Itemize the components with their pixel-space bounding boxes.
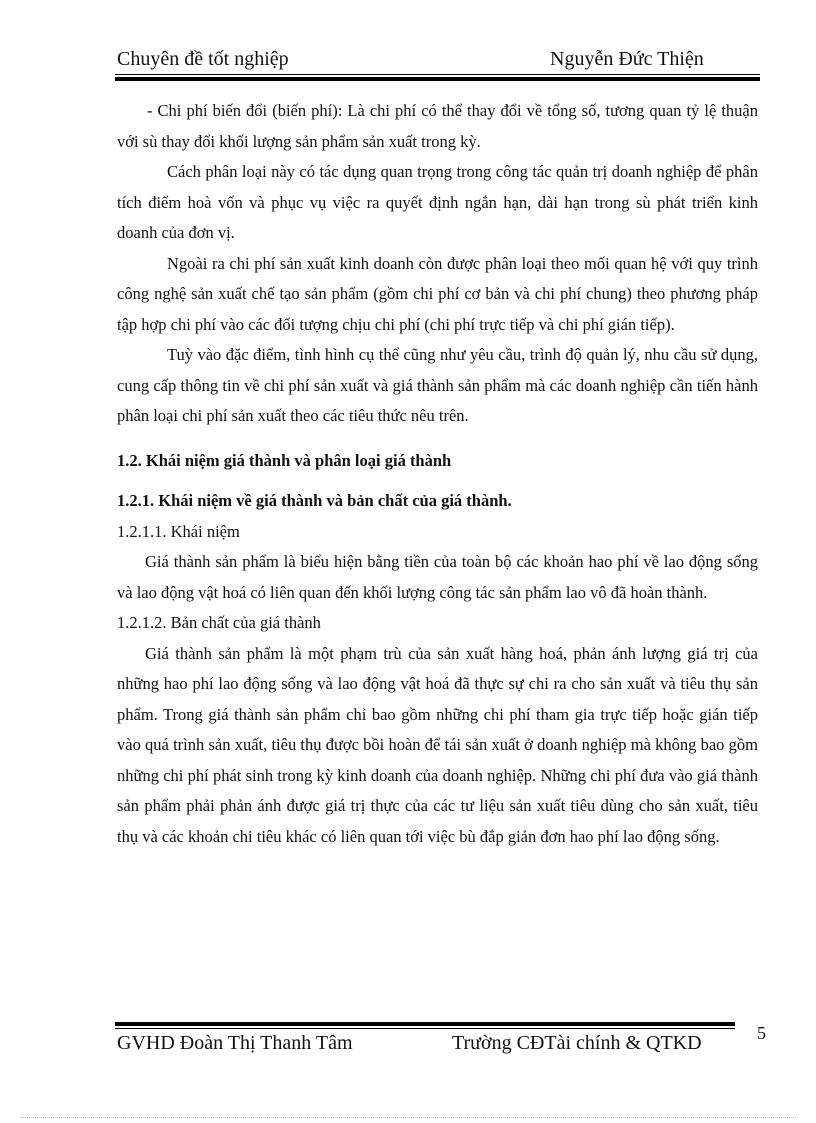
paragraph-variable-cost: - Chi phí biến đổi (biến phí): Là chi phí có thể thay đổi về tổng số, tương quan tỷ lệ thuận với sù thay đổi khối lượng sản phẩm sản xuất trong kỳ. xyxy=(117,101,758,151)
heading-1-2: 1.2. Khái niệm giá thành và phân loại giá thành xyxy=(117,450,452,470)
paragraph-depending-on: Tuỳ vào đặc điểm, tình hình cụ thể cũng như yêu cầu, trình độ quản lý, nhu cầu sử dụng, cung cấp thông tin về chi phí sản xuất và giá thành sản phẩm mà các doanh nghiệp cần tiến hành phân loại chi phí sản xuất theo các tiêu thức nêu trên. xyxy=(117,345,758,425)
footer-school: Trường CĐTài chính & QTKD xyxy=(452,1032,702,1054)
document-body xyxy=(117,96,758,852)
paragraph-cost-nature: Giá thành sản phẩm là một phạm trù của sản xuất hàng hoá, phản ánh lượng giá trị của những hao phí lao động sống và lao động vật hoá đã thực sự chi ra cho sản xuất và tiêu thụ sản phẩm. Trong giá thành sản phẩm chỉ bao gồm những chi phí tham gia trực tiếp hoặc gián tiếp vào quá trình sản xuất, tiêu thụ được bồi hoàn để tái sản xuất ở doanh nghiệp mà không bao gồm những chi phí phát sinh trong kỳ kinh doanh của doanh nghiệp. Những chi phí đưa vào giá thành sản phẩm phải phản ánh được giá trị thực của các tư liệu sản xuất tiêu dùng cho sản xuất, tiêu thụ và các khoản chi tiêu khác có liên quan tới việc bù đắp giản đơn hao phí lao động sống. xyxy=(117,643,758,846)
page-bottom-dotted-line xyxy=(20,1117,796,1118)
header-rule-thick xyxy=(115,77,760,81)
heading-1-2-1-2: 1.2.1.2. Bản chất của giá thành xyxy=(117,613,321,632)
header-author: Nguyễn Đức Thiện xyxy=(550,48,704,70)
footer-rule-thick xyxy=(115,1022,735,1026)
header-title: Chuyên đề tốt nghiệp xyxy=(117,48,289,70)
page-number: 5 xyxy=(757,1023,766,1043)
paragraph-other-classification: Ngoài ra chi phí sản xuất kinh doanh còn được phân loại theo mối quan hệ với quy trình công nghệ sản xuất chế tạo sản phẩm (gồm chi phí cơ bản và chi phí chung) theo phương pháp tập hợp chi phí vào các đối tượng chịu chi phí (chi phí trực tiếp và chi phí gián tiếp). xyxy=(117,253,758,334)
heading-1-2-1: 1.2.1. Khái niệm về giá thành và bản chất của giá thành. xyxy=(117,491,512,510)
footer-rule-thin xyxy=(115,1028,735,1029)
header-rule-thin xyxy=(115,74,760,75)
paragraph-cost-concept: Giá thành sản phẩm là biểu hiện bằng tiền của toàn bộ các khoản hao phí về lao động sống và lao động vật hoá có liên quan đến khối lượng công tác sản phẩm lao vô đã hoàn thành. xyxy=(117,552,758,602)
heading-1-2-1-1: 1.2.1.1. Khái niệm xyxy=(117,521,240,541)
paragraph-classification-effect: Cách phân loại này có tác dụng quan trọng trong công tác quản trị doanh nghiệp để phân tích điểm hoà vốn và phục vụ việc ra quyết định ngắn hạn, dài hạn trong sù phát triển kinh doanh của đơn vị. xyxy=(117,162,758,242)
footer-supervisor: GVHD Đoàn Thị Thanh Tâm xyxy=(117,1032,353,1054)
